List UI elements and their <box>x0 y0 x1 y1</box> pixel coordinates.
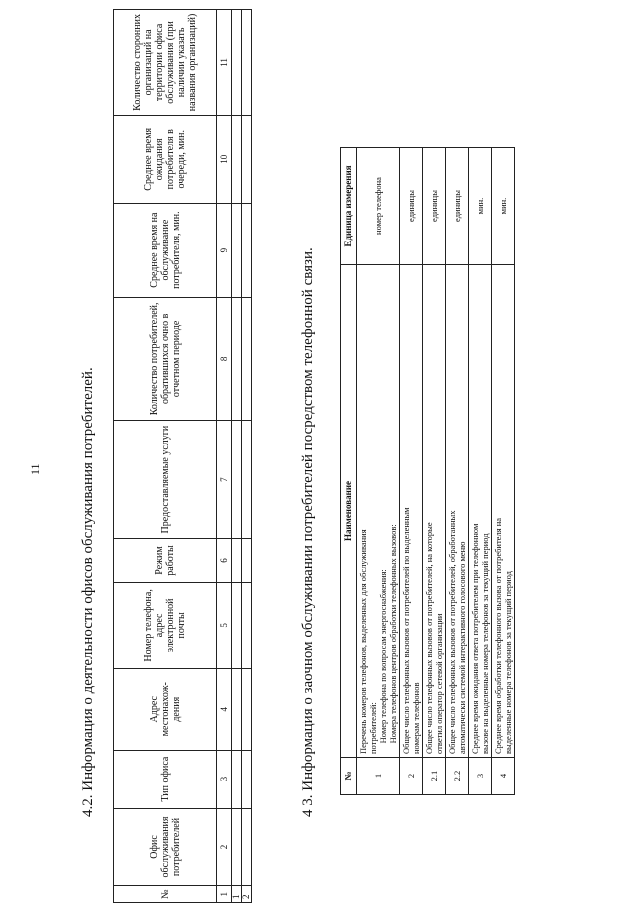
column-number: 2 <box>217 808 232 886</box>
row-number: 1 <box>357 758 400 795</box>
column-number: 8 <box>217 297 232 421</box>
description-line: выделенные номера телефонов за текущий период <box>503 571 513 754</box>
section-4-3-title: 4 3. Информация о заочном обслуживании потребителей посредством телефонной связи. <box>300 247 316 817</box>
row-number: 4 <box>492 758 515 795</box>
row-number: 2 <box>242 886 252 903</box>
column-number: 5 <box>217 582 232 668</box>
row-description <box>446 265 469 758</box>
row-description <box>423 265 446 758</box>
header-cell: Офис обслуживания потребителей <box>114 808 217 886</box>
table-row <box>492 148 515 795</box>
row-number: 3 <box>469 758 492 795</box>
row-unit: единицы <box>446 148 469 265</box>
header-cell: Среднее время ожидания потребителя в очереди, мин. <box>114 115 217 203</box>
description-line: Общее число телефонных вызовов от потребителей, на которые <box>424 522 434 754</box>
row-number: 1 <box>232 886 242 903</box>
header-cell: № <box>114 886 217 903</box>
row-unit: номер телефона <box>357 148 400 265</box>
header-cell: Тип офиса <box>114 750 217 808</box>
offices-table-header-row <box>114 10 217 903</box>
row-number: 2 <box>400 758 423 795</box>
column-number-row <box>217 10 232 903</box>
column-number: 9 <box>217 203 232 297</box>
description-line: номерам телефонов <box>411 682 421 754</box>
row-unit: единицы <box>400 148 423 265</box>
header-cell: Предоставляемые услуги <box>114 421 217 539</box>
description-line: Перечень номеров телефонов, выделенных для обслуживания <box>358 529 368 754</box>
row-unit: единицы <box>423 148 446 265</box>
table-row <box>446 148 469 795</box>
header-cell: Адрес местонахож-дения <box>114 668 217 750</box>
column-number: 3 <box>217 750 232 808</box>
phone-service-table <box>340 147 515 795</box>
column-number: 10 <box>217 115 232 203</box>
header-cell: № <box>341 758 357 795</box>
column-number: 4 <box>217 668 232 750</box>
description-line: Общее число телефонных вызовов от потребителей, обработанных <box>447 510 457 754</box>
column-number: 6 <box>217 539 232 583</box>
row-description <box>357 265 400 758</box>
description-line: автоматически системой интерактивного голосового меню <box>457 541 467 754</box>
column-number: 7 <box>217 421 232 539</box>
header-cell: Номер телефона, адрес электронной почты <box>114 582 217 668</box>
header-cell: Среднее время на обслуживание потребителя, мин. <box>114 203 217 297</box>
description-line: Общее число телефонных вызовов от потребителей по выделенным <box>401 507 411 754</box>
header-cell: Количество сторонних организаций на территории офиса обслуживания (при наличии указать названия организаций) <box>114 10 217 116</box>
row-description <box>469 265 492 758</box>
description-line: ответил оператор сетевой организации <box>434 613 444 754</box>
header-cell: Наименование <box>341 265 357 758</box>
table-row <box>400 148 423 795</box>
header-cell: Режим работы <box>114 539 217 583</box>
row-number: 2.1 <box>423 758 446 795</box>
page-number: 11 <box>28 463 42 475</box>
description-line: вызове на выделенные номера телефонов за текущий период <box>480 533 490 754</box>
column-number: 1 <box>217 886 232 903</box>
header-cell: Единица измерения <box>341 148 357 265</box>
table-row <box>423 148 446 795</box>
description-line: Номер телефона по вопросам энергоснабжения: <box>378 569 388 754</box>
table-row <box>232 10 242 903</box>
header-cell: Количество потребителей, обратившихся очно в отчетном периоде <box>114 297 217 421</box>
row-number: 2.2 <box>446 758 469 795</box>
row-unit: мин. <box>469 148 492 265</box>
table-row <box>469 148 492 795</box>
description-line: Среднее время ожидания ответа потребителем при телефонном <box>470 523 480 754</box>
offices-table <box>113 9 252 903</box>
table-row <box>242 10 252 903</box>
row-description <box>492 265 515 758</box>
description-line: Среднее время обработки телефонного вызова от потребителя на <box>493 517 503 754</box>
description-line: потребителей: <box>368 702 378 754</box>
phone-table-header-row <box>341 148 357 795</box>
column-number: 11 <box>217 10 232 116</box>
description-line: Номера телефонов центров обработки телефонных вызовов: <box>388 524 398 754</box>
row-description <box>400 265 423 758</box>
table-row <box>357 148 400 795</box>
section-4-2-title: 4.2. Информация о деятельности офисов обслуживания потребителей. <box>80 367 96 817</box>
row-unit: мин. <box>492 148 515 265</box>
